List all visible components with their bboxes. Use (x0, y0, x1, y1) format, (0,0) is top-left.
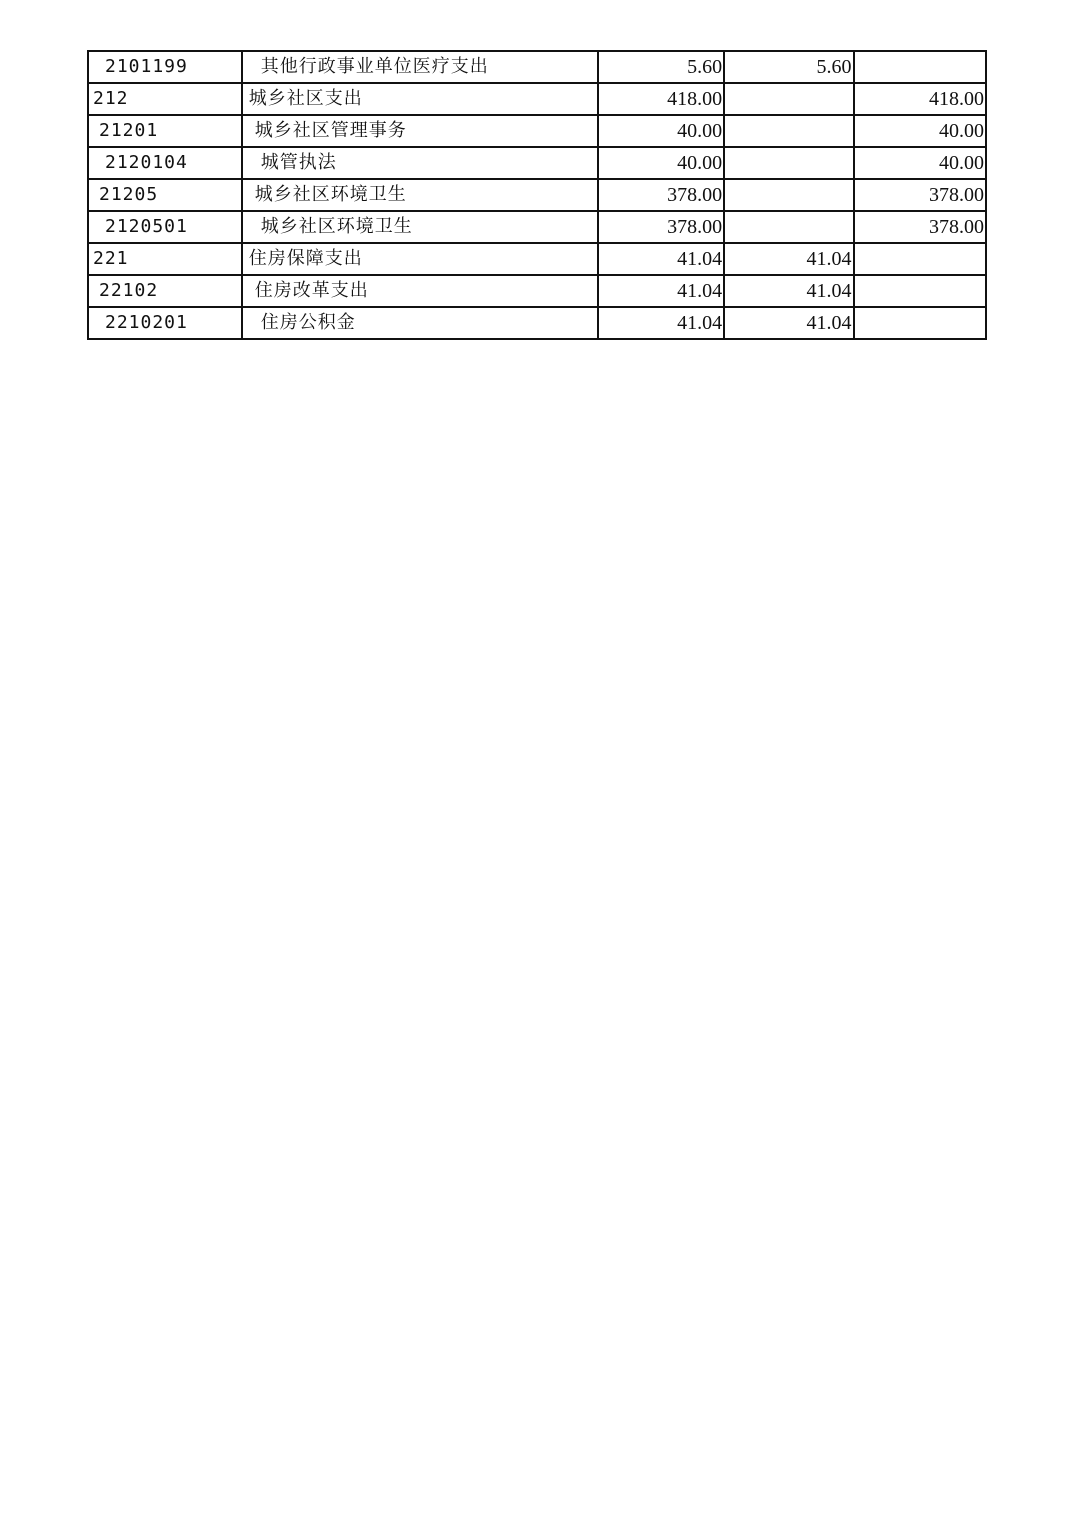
subject-code: 21205 (88, 179, 242, 211)
subject-code: 2120104 (88, 147, 242, 179)
table-row (88, 51, 986, 83)
project-expenditure (854, 51, 987, 83)
subject-name: 住房保障支出 (242, 243, 598, 275)
basic-expenditure (724, 147, 853, 179)
subject-code: 221 (88, 243, 242, 275)
subject-code: 2120501 (88, 211, 242, 243)
total-amount: 41.04 (598, 307, 724, 339)
table-row (88, 243, 986, 275)
basic-expenditure: 41.04 (724, 307, 853, 339)
table-row (88, 211, 986, 243)
total-amount: 378.00 (598, 211, 724, 243)
basic-expenditure (724, 211, 853, 243)
expenditure-table-body (88, 51, 986, 339)
project-expenditure: 378.00 (854, 179, 987, 211)
basic-expenditure: 41.04 (724, 275, 853, 307)
subject-code: 212 (88, 83, 242, 115)
subject-name: 城乡社区支出 (242, 83, 598, 115)
subject-code: 2101199 (88, 51, 242, 83)
total-amount: 418.00 (598, 83, 724, 115)
subject-name: 城乡社区管理事务 (242, 115, 598, 147)
subject-name: 其他行政事业单位医疗支出 (242, 51, 598, 83)
basic-expenditure: 5.60 (724, 51, 853, 83)
subject-name: 城乡社区环境卫生 (242, 211, 598, 243)
subject-code: 2210201 (88, 307, 242, 339)
basic-expenditure (724, 115, 853, 147)
project-expenditure: 418.00 (854, 83, 987, 115)
table-row (88, 307, 986, 339)
subject-name: 住房公积金 (242, 307, 598, 339)
subject-name: 住房改革支出 (242, 275, 598, 307)
subject-name: 城乡社区环境卫生 (242, 179, 598, 211)
table-row (88, 179, 986, 211)
table-row (88, 83, 986, 115)
table-row (88, 147, 986, 179)
basic-expenditure: 41.04 (724, 243, 853, 275)
total-amount: 5.60 (598, 51, 724, 83)
basic-expenditure (724, 179, 853, 211)
project-expenditure: 40.00 (854, 115, 987, 147)
total-amount: 40.00 (598, 147, 724, 179)
total-amount: 40.00 (598, 115, 724, 147)
total-amount: 41.04 (598, 243, 724, 275)
total-amount: 378.00 (598, 179, 724, 211)
project-expenditure: 378.00 (854, 211, 987, 243)
table-row (88, 275, 986, 307)
subject-name: 城管执法 (242, 147, 598, 179)
project-expenditure (854, 275, 987, 307)
project-expenditure: 40.00 (854, 147, 987, 179)
subject-code: 21201 (88, 115, 242, 147)
subject-code: 22102 (88, 275, 242, 307)
basic-expenditure (724, 83, 853, 115)
project-expenditure (854, 307, 987, 339)
total-amount: 41.04 (598, 275, 724, 307)
expenditure-table (87, 50, 987, 340)
project-expenditure (854, 243, 987, 275)
table-row (88, 115, 986, 147)
